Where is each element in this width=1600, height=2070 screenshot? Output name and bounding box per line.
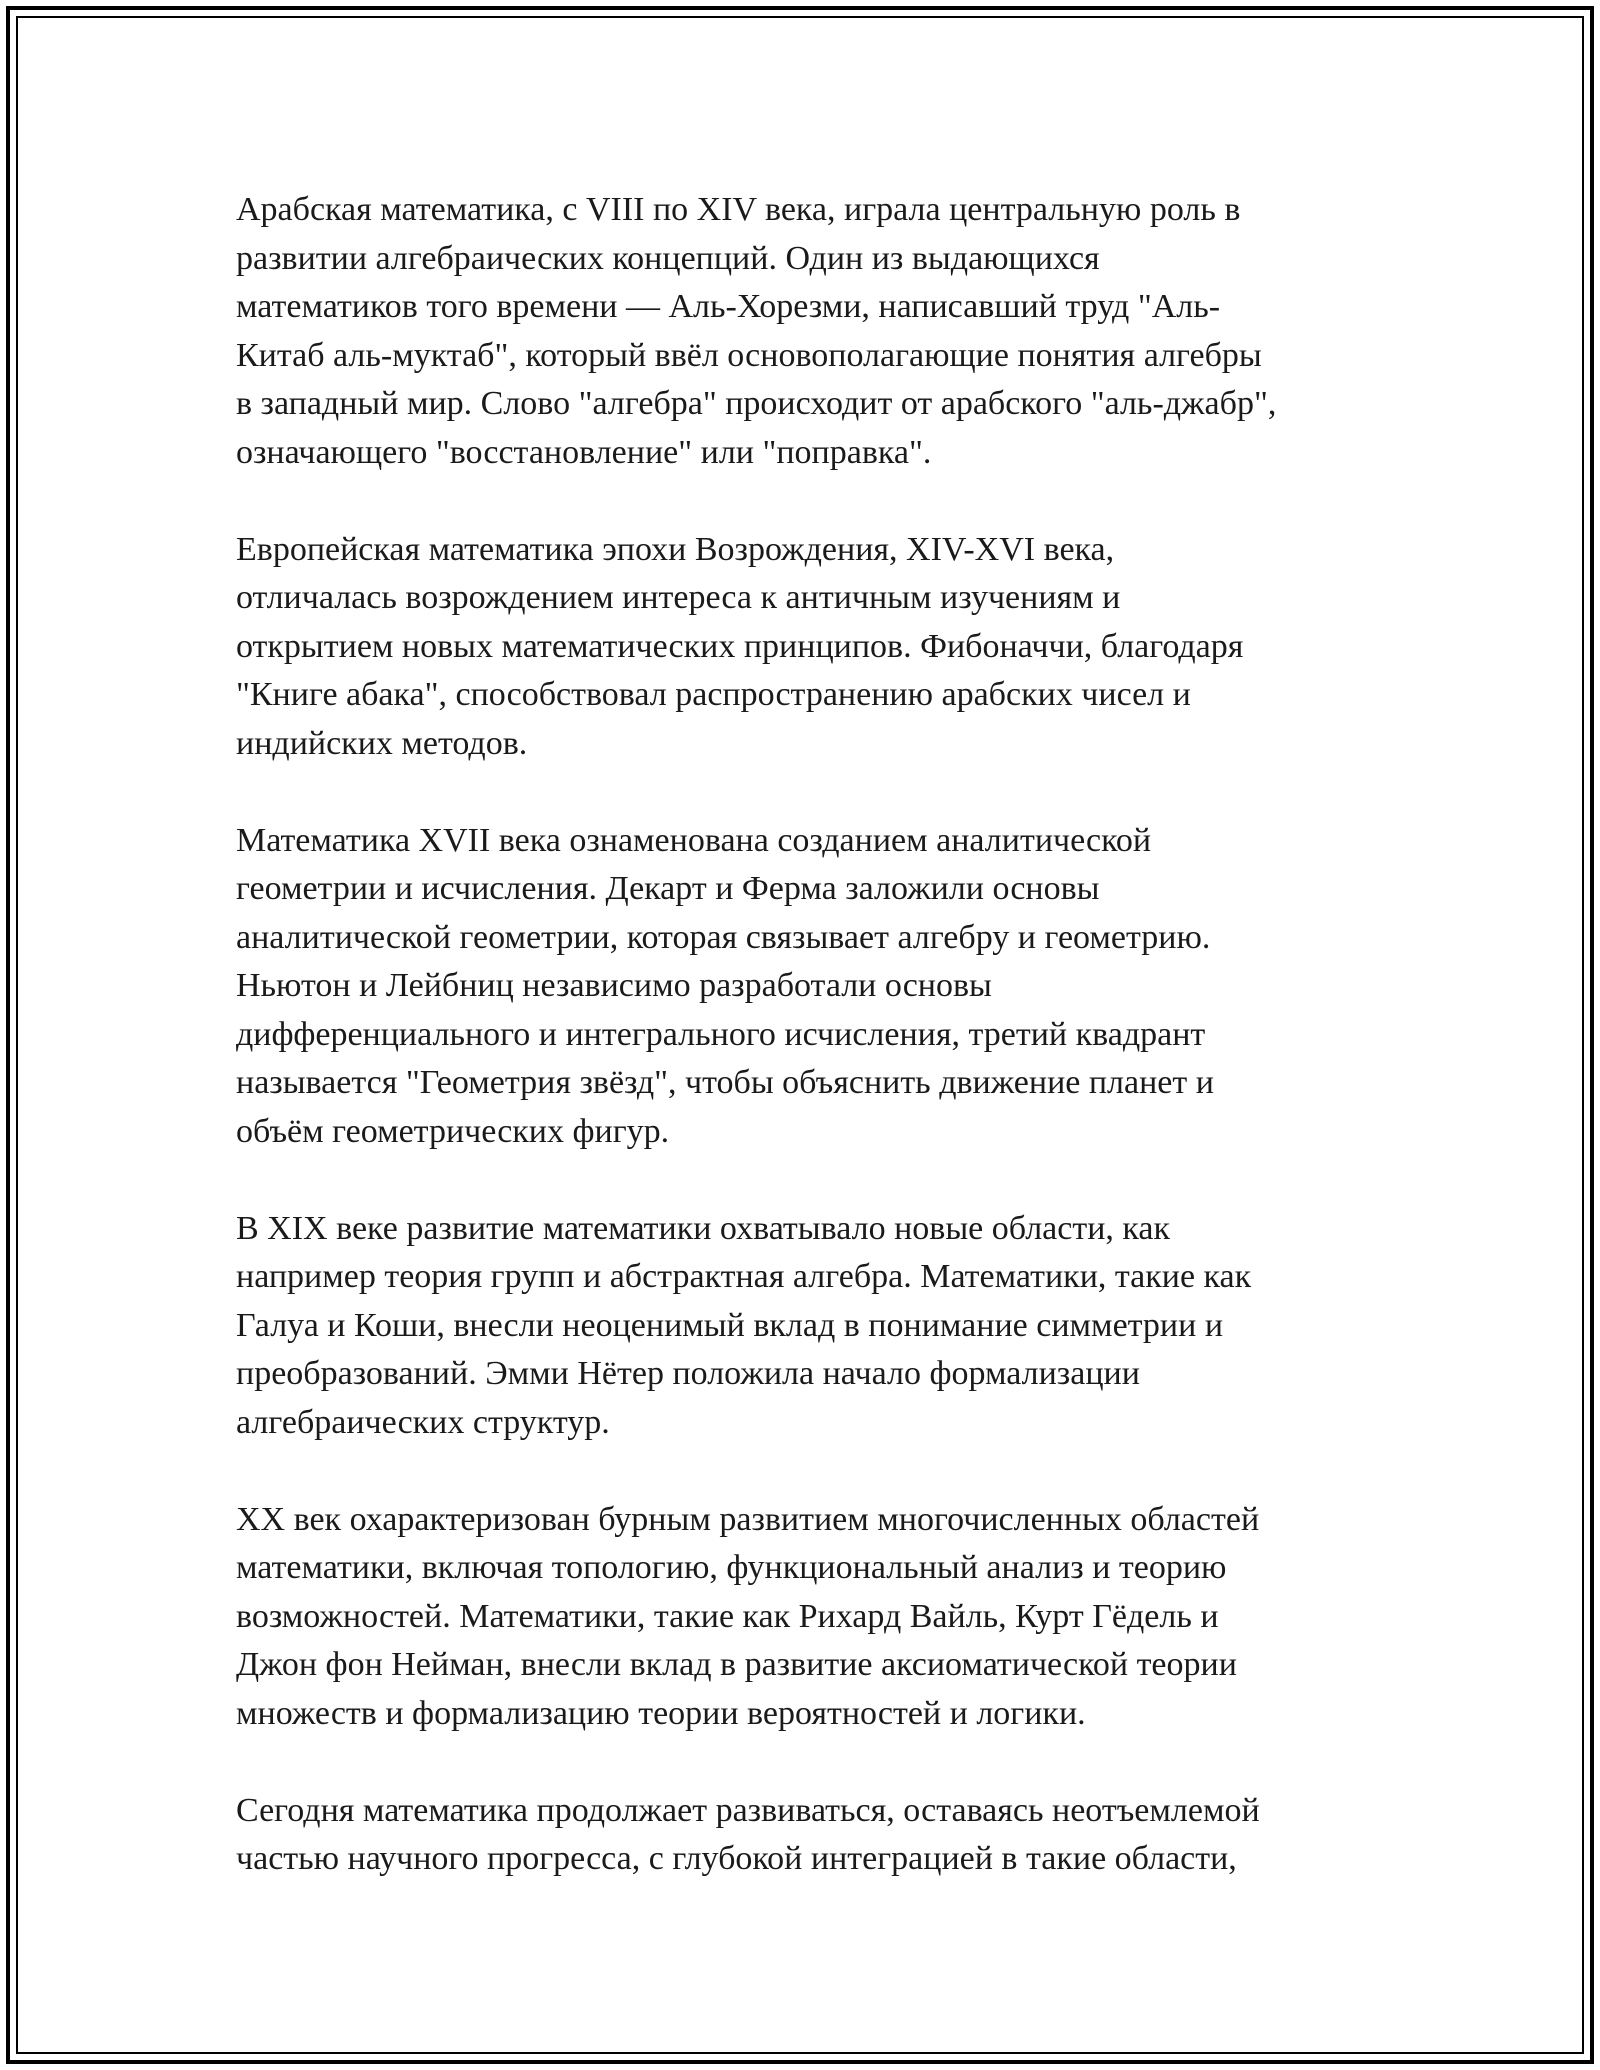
text-line: математики, включая топологию, функциональный анализ и теорию [236, 1549, 1227, 1586]
text-line: В XIX веке развитие математики охватывало новые области, как [236, 1209, 1171, 1247]
text-line: "Книге абака", способствовал распространению арабских чисел и [236, 676, 1191, 713]
text-line: означающего "восстановление" или "поправка". [236, 433, 932, 471]
text-line: в западный мир. Слово "алгебра" происходит от арабского "аль-джабр", [236, 385, 1277, 422]
text-line: Китаб аль-муктаб", который ввёл основополагающие понятия алгебры [236, 336, 1262, 374]
paragraph-19th-century-mathematics [236, 1205, 1396, 1448]
paragraph-renaissance-mathematics [236, 526, 1396, 769]
text-line: Джон фон Нейман, внесли вклад в развитие аксиоматической теории [236, 1646, 1237, 1683]
paragraph-arabic-mathematics [236, 186, 1396, 477]
text-line: XX век охарактеризован бурным развитием многочисленных областей [236, 1500, 1260, 1538]
text-line: называется "Геометрия звёзд", чтобы объяснить движение планет и [236, 1064, 1214, 1101]
text-line: Европейская математика эпохи Возрождения, XIV-XVI века, [236, 530, 1115, 568]
text-line: геометрии и исчисления. Декарт и Ферма заложили основы [236, 870, 1100, 907]
text-line: развитии алгебраических концепций. Один из выдающихся [236, 239, 1100, 277]
text-line: аналитической геометрии, которая связывает алгебру и геометрию. [236, 918, 1211, 956]
paragraph-modern-mathematics [236, 1787, 1396, 1884]
text-line: математиков того времени — Аль-Хорезми, написавший труд "Аль- [236, 288, 1221, 325]
text-line: частью научного прогресса, с глубокой интеграцией в такие области, [236, 1840, 1237, 1877]
text-line: Сегодня математика продолжает развиваться, оставаясь неотъемлемой [236, 1791, 1260, 1829]
text-line: Математика XVII века ознаменована созданием аналитической [236, 821, 1152, 859]
text-line: возможностей. Математики, такие как Рихард Вайль, Курт Гёдель и [236, 1597, 1219, 1635]
text-line: Галуа и Коши, внесли неоценимый вклад в понимание симметрии и [236, 1306, 1224, 1344]
document-body [236, 186, 1396, 1932]
text-line: преобразований. Эмми Нётер положила начало формализации [236, 1355, 1140, 1392]
text-line: множеств и формализацию теории вероятностей и логики. [236, 1694, 1086, 1732]
text-line: дифференциального и интегрального исчисления, третий квадрант [236, 1015, 1206, 1053]
text-line: Арабская математика, с VIII по XIV века, играла центральную роль в [236, 191, 1241, 228]
text-line: открытием новых математических принципов. Фибоначчи, благодаря [236, 627, 1244, 665]
text-line: Ньютон и Лейбниц независимо разработали основы [236, 967, 992, 1004]
text-line: алгебраических структур. [236, 1403, 610, 1441]
paragraph-17th-century-mathematics [236, 817, 1396, 1157]
paragraph-20th-century-mathematics [236, 1496, 1396, 1739]
text-line: например теория групп и абстрактная алгебра. Математики, такие как [236, 1258, 1252, 1295]
text-line: отличалась возрождением интереса к античным изучениям и [236, 579, 1121, 616]
text-line: индийских методов. [236, 724, 528, 762]
text-line: объём геометрических фигур. [236, 1112, 670, 1150]
